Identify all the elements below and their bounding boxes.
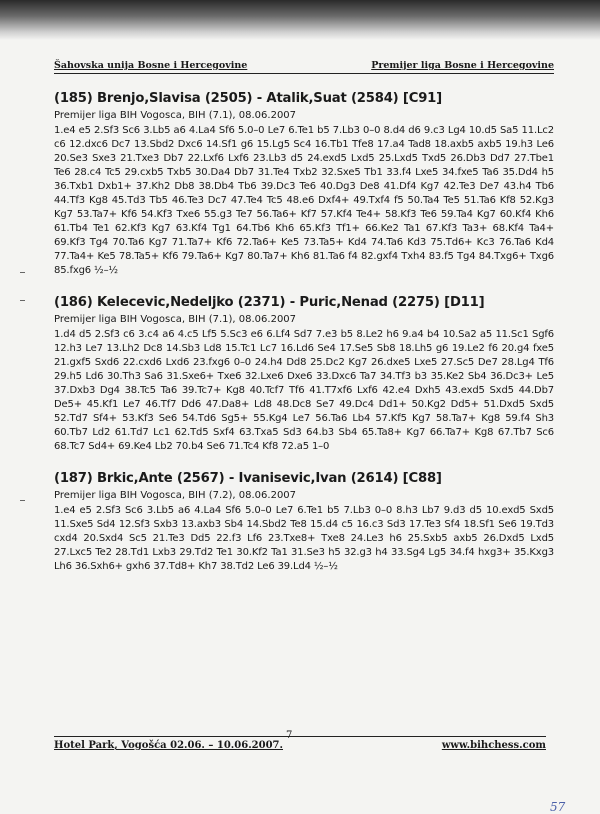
game-moves: 1.d4 d5 2.Sf3 c6 3.c4 a6 4.c5 Lf5 5.Sc3 e6 6.Lf4 Sd7 7.e3 b5 8.Le2 h6 9.a4 b4 10.Sa2 a5 11.Sc1 Sgf6 12.h3 Le7 13.Lh2 Dc8 14.Sb3 Ld8 15.Tc1 Lc7 16.Ld6 Se4 17.Se5 Sb8 18.Lh5 g6 19.Le2 f6 20.g4 fxe5 21.gxf5 Sxd6 22.cxd6 Lxd6 23.fxg6 0–0 24.h4 Dd8 25.Dc2 Kg7 26.dxe5 Lxe5 27.Sc5 De7 28.Lg4 Tf6 29.h5 Ld6 30.Th3 Sa6 31.Sxe6+ Txe6 32.Lxe6 Dxe6 33.Dxc6 Ta7 34.Tf3 b3 35.Ke2 Sb4 36.Dc3+ Le5 37.Dxb3 Dg4 38.Tc5 Ta6 39.Tc7+ Kg8 40.Tcf7 Tf6 41.T7xf6 Lxf6 42.e4 Dxh5 43.exd5 Sxd5 44.Db7 De5+ 45.Kf1 Le7 46.Tf7 Dd6 47.Da8+ Ld8 48.Dc8 Se7 49.Dc4 Dd1+ 50.Kg2 Dd5+ 51.Dxd5 Sxd5 52.Td7 Sf4+ 53.Kf3 Se6 54.Td6 Sg5+ 55.Kg4 Le7 56.Ta6 Lb4 57.Kf5 Kg7 58.Ta7+ Kg8 59.f4 Sh3 60.Tb7 Ld2 61.Td7 Lc1 62.Td5 Sxf4 63.Txa5 Sd3 64.b3 Sb4 65.Ta8+ Kg7 66.Ta7+ Kg8 67.Tb7 Sc6 68.Tc7 Sd4+ 69.Ke4 Lb2 70.b4 Se6 71.Tc4 Kf8 72.a5 1–0	[54, 329, 554, 452]
game-moves: 1.e4 e5 2.Sf3 Sc6 3.Lb5 a6 4.La4 Sf6 5.0–0 Le7 6.Te1 b5 7.Lb3 0–0 8.h3 Lb7 9.d3 d5 10.exd5 Sxd5 11.Sxe5 Sd4 12.Sf3 Sxb3 13.axb3 Sb4 14.Sbd2 Te8 15.d4 c5 16.c3 Sd3 17.Te3 Sf4 18.Sf1 Se6 19.Td3 cxd4 20.Sxd4 Sc5 21.Te3 Dd5 22.f3 Lf6 23.Txe8+ Txe8 24.Le3 h6 25.Sxb5 axb5 26.Dxd5 Lxd5 27.Lxc5 Te2 28.Td1 Lxb3 29.Td2 Te1 30.Kf2 Ta1 31.Se3 h5 32.g3 h4 33.Sg4 Lg5 34.f4 hxg3+ 35.Kxg3 Lh6 36.Sxh6+ gxh6 37.Td8+ Kh7 38.Td2 Le6 39.Ld4 ½–½	[54, 505, 554, 572]
page-number: 7	[286, 730, 293, 741]
game-title: (186) Kelecevic,Nedeljko (2371) - Puric,Nenad (2275) [D11]	[54, 295, 485, 310]
game-186	[54, 294, 554, 454]
margin-mark	[20, 500, 25, 501]
game-187	[54, 470, 554, 574]
footer-left: Hotel Park, Vogošća 02.06. – 10.06.2007.	[54, 740, 283, 751]
margin-mark	[20, 272, 25, 273]
game-event: Premijer liga BIH Vogosca, BIH (7.2), 08.06.2007	[54, 490, 297, 501]
running-header	[54, 60, 554, 74]
game-185	[54, 90, 554, 278]
document-page	[54, 60, 554, 574]
handwritten-page-note: 57	[550, 800, 566, 814]
header-left: Šahovska unija Bosne i Hercegovine	[54, 60, 248, 71]
margin-mark	[20, 300, 25, 301]
header-right: Premijer liga Bosne i Hercegovine	[371, 60, 554, 71]
game-event: Premijer liga BIH Vogosca, BIH (7.1), 08.06.2007	[54, 314, 297, 325]
game-moves: 1.e4 e5 2.Sf3 Sc6 3.Lb5 a6 4.La4 Sf6 5.0–0 Le7 6.Te1 b5 7.Lb3 0–0 8.d4 d6 9.c3 Lg4 10.d5 Sa5 11.Lc2 c6 12.dxc6 Dc7 13.Sbd2 Dxc6 14.Sf1 g6 15.Lg5 Sc4 16.Tb1 Tfe8 17.a4 Tad8 18.axb5 axb5 19.h3 Le6 20.Se3 Sxe3 21.Txe3 Db7 22.Lxf6 Lxf6 23.Lb3 d5 24.exd5 Lxd5 25.Lxd5 Txd5 26.Db3 Dd7 27.Tbe1 Te6 28.c4 Tc5 29.cxb5 Txb5 30.Da4 Db7 31.Te4 Txb2 32.Sxe5 Tb1 33.f4 Lxe5 34.fxe5 Ta6 35.Dd4 h5 36.Txb1 Dxb1+ 37.Kh2 Db8 38.Db4 Tb6 39.Dc3 Te6 40.Dg3 De8 41.Df4 Kg7 42.Te3 De7 43.h4 Tb6 44.Tf3 Kg8 45.Td3 Tb5 46.Te3 Dc7 47.Te4 Tc5 48.e6 Dxf4+ 49.Txf4 f5 50.Ta4 Te5 51.Ta6 Kf8 52.Kg3 Kg7 53.Ta7+ Kf6 54.Kf3 Txe6 55.g3 Te7 56.Ta6+ Kf7 57.Kf4 Te4+ 58.Kf3 Te6 59.Ta4 Kg7 60.Kf4 Kh6 61.Tb4 Te1 62.Kf3 Kg7 63.Kf4 Tg1 64.Tb6 Kh6 65.Kf3 Tf1+ 66.Ke2 Ta1 67.Kf3 Ta3+ 68.Kf4 Ta4+ 69.Kf3 Tg4 70.Ta6 Kg7 71.Ta7+ Kf6 72.Ta6+ Ke5 73.Ta5+ Kd4 74.Ta6 Kd3 75.Td6+ Kc3 76.Ta6 Kd4 77.Ta4+ Ke5 78.Ta5+ Kf6 79.Ta6+ Kg7 80.Ta7+ Kh6 81.Ta6 f4 82.gxf4 Txh4 83.f5 Tg4 84.Txg6+ Txg6 85.fxg6 ½–½	[54, 125, 554, 276]
game-title: (185) Brenjo,Slavisa (2505) - Atalik,Suat (2584) [C91]	[54, 91, 442, 106]
running-footer	[54, 736, 546, 751]
footer-right: www.bihchess.com	[441, 740, 546, 751]
scan-shadow-band	[0, 0, 600, 40]
game-title: (187) Brkic,Ante (2567) - Ivanisevic,Ivan (2614) [C88]	[54, 471, 442, 486]
game-event: Premijer liga BIH Vogosca, BIH (7.1), 08.06.2007	[54, 110, 297, 121]
